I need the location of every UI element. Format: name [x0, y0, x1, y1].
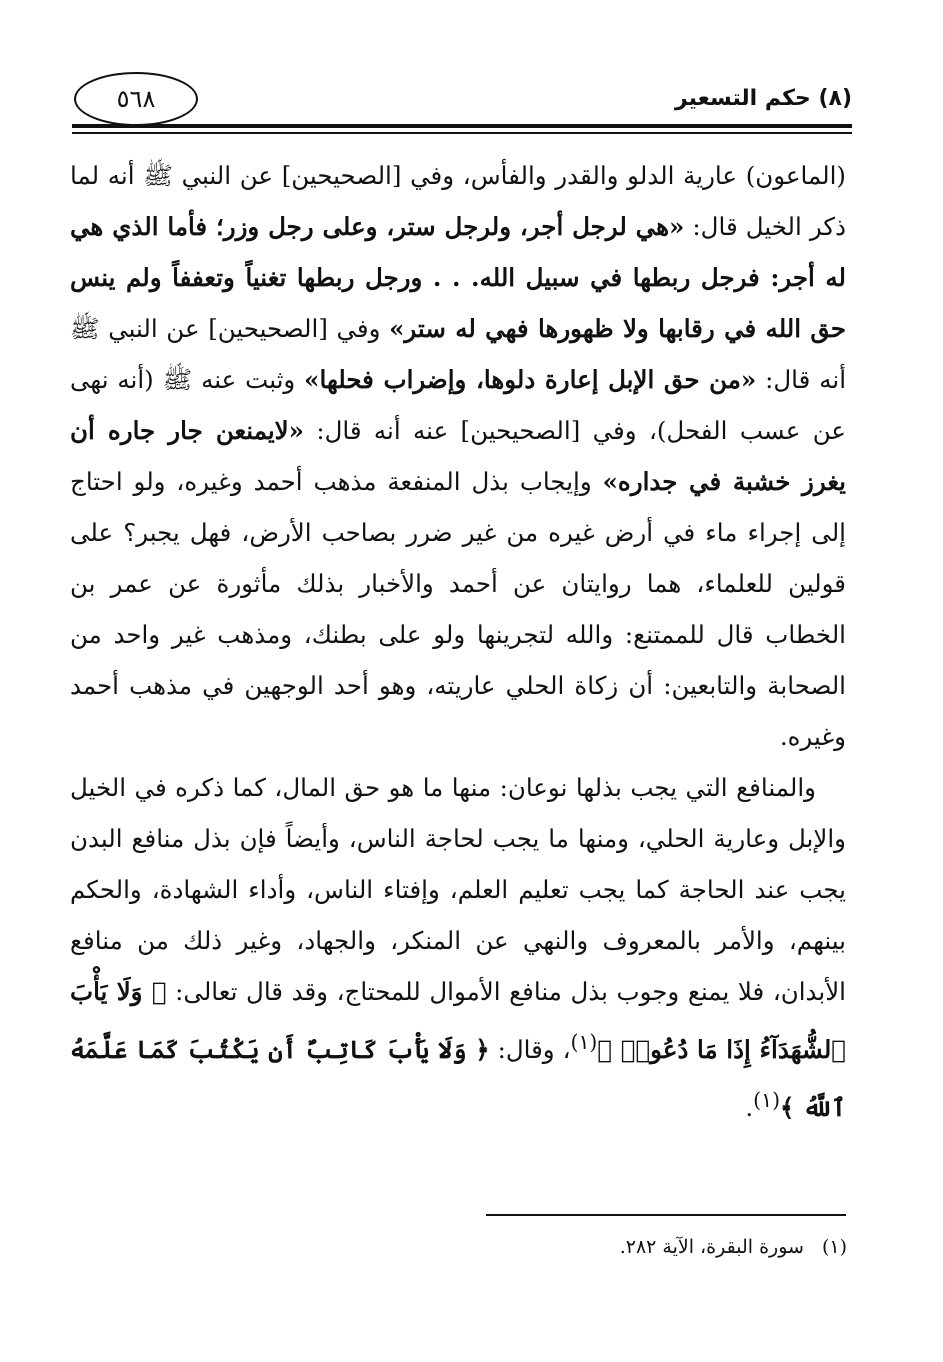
text-run: وفي [الصحيحين] عن النبي ﷺ أنه قال:: [70, 314, 846, 394]
hadith-quote: «هي لرجل أجر، ولرجل ستر، وعلى رجل وزر؛ فأما الذي هي له أجر: فرجل ربطها في سبيل الله. . . ورجل ربطها تغنياً وتعففاً ولم ينس حق الله في رقابها ولا ظهورها فهي له ستر»: [70, 212, 847, 343]
header-rule-thin: [72, 132, 852, 134]
footnote-separator: [486, 1214, 846, 1216]
footnote-text: سورة البقرة، الآية ٢٨٢.: [619, 1236, 804, 1258]
header-rule-thick: [72, 124, 852, 128]
running-title: (٨) حكم التسعير: [674, 86, 852, 111]
paragraph-1: [70, 150, 846, 762]
text-run: (الماعون) عارية الدلو والقدر والفأس، وفي [الصحيحين] عن النبي ﷺ أنه لما ذكر الخيل قال:: [70, 161, 847, 241]
page-number: ٥٦٨: [116, 85, 156, 113]
body-text: [70, 150, 846, 1133]
quran-verse: ﴿ وَلَا يَأْبَ كَاتِبٌ أَن يَكْتُبَ كَمَا عَلَّمَهُ ٱللَّهُ ﴾: [70, 1035, 846, 1123]
text-run: ، وقال:: [489, 1035, 571, 1065]
footnote: [620, 1236, 847, 1258]
quran-verse: ﴿ وَلَا يَأْبَ ٱلشُّهَدَآءُ إِذَا مَا دُعُوا۟ ﴾: [70, 977, 847, 1065]
text-run: .: [745, 1093, 754, 1123]
text-run: وإيجاب بذل المنفعة مذهب أحمد وغيره، ولو احتاج إلى إجراء ماء في أرض غيره من غير ضرر بصاحب الأرض، فهل يجبر؟ على قولين للعلماء، هما روايتان عن أحمد والأخبار بذلك مأثورة عن عمر بن الخطاب قال للممتنع: والله لتجرينها ولو على بطنك، ومذهب غير واحد من الصحابة والتابعين: أن زكاة الحلي عاريته، وهو أحد الوجهين في مذهب أحمد وغيره.: [70, 467, 846, 751]
hadith-quote: «لايمنعن جار جاره أن يغرز خشبة في جداره»: [70, 416, 847, 496]
text-run: وثبت عنه ﷺ (أنه نهى عن عسب الفحل)، وفي [الصحيحين] عنه أنه قال:: [70, 365, 846, 445]
page-header: [72, 70, 852, 140]
footnote-reference: (١): [570, 1030, 598, 1054]
paragraph-2: [70, 762, 846, 1133]
footnote-reference: (١): [753, 1088, 781, 1113]
hadith-quote: «من حق الإبل إعارة دلوها، وإضراب فحلها»: [304, 365, 757, 394]
text-run: والمنافع التي يجب بذلها نوعان: منها ما هو حق المال، كما ذكره في الخيل والإبل وعارية الحلي، ومنها ما يجب لحاجة الناس، وأيضاً فإن بذل منافع البدن يجب عند الحاجة كما يجب تعليم العلم، وإفتاء الناس، وأداء الشهادة، والحكم بينهم، والأمر بالمعروف والنهي عن المنكر، والجهاد، وغير ذلك من منافع الأبدان، فلا يمنع وجوب بذل منافع الأموال للمحتاج، وقد قال تعالى:: [70, 773, 846, 1006]
page-number-oval: [74, 72, 198, 126]
footnote-marker: (١): [821, 1236, 847, 1258]
